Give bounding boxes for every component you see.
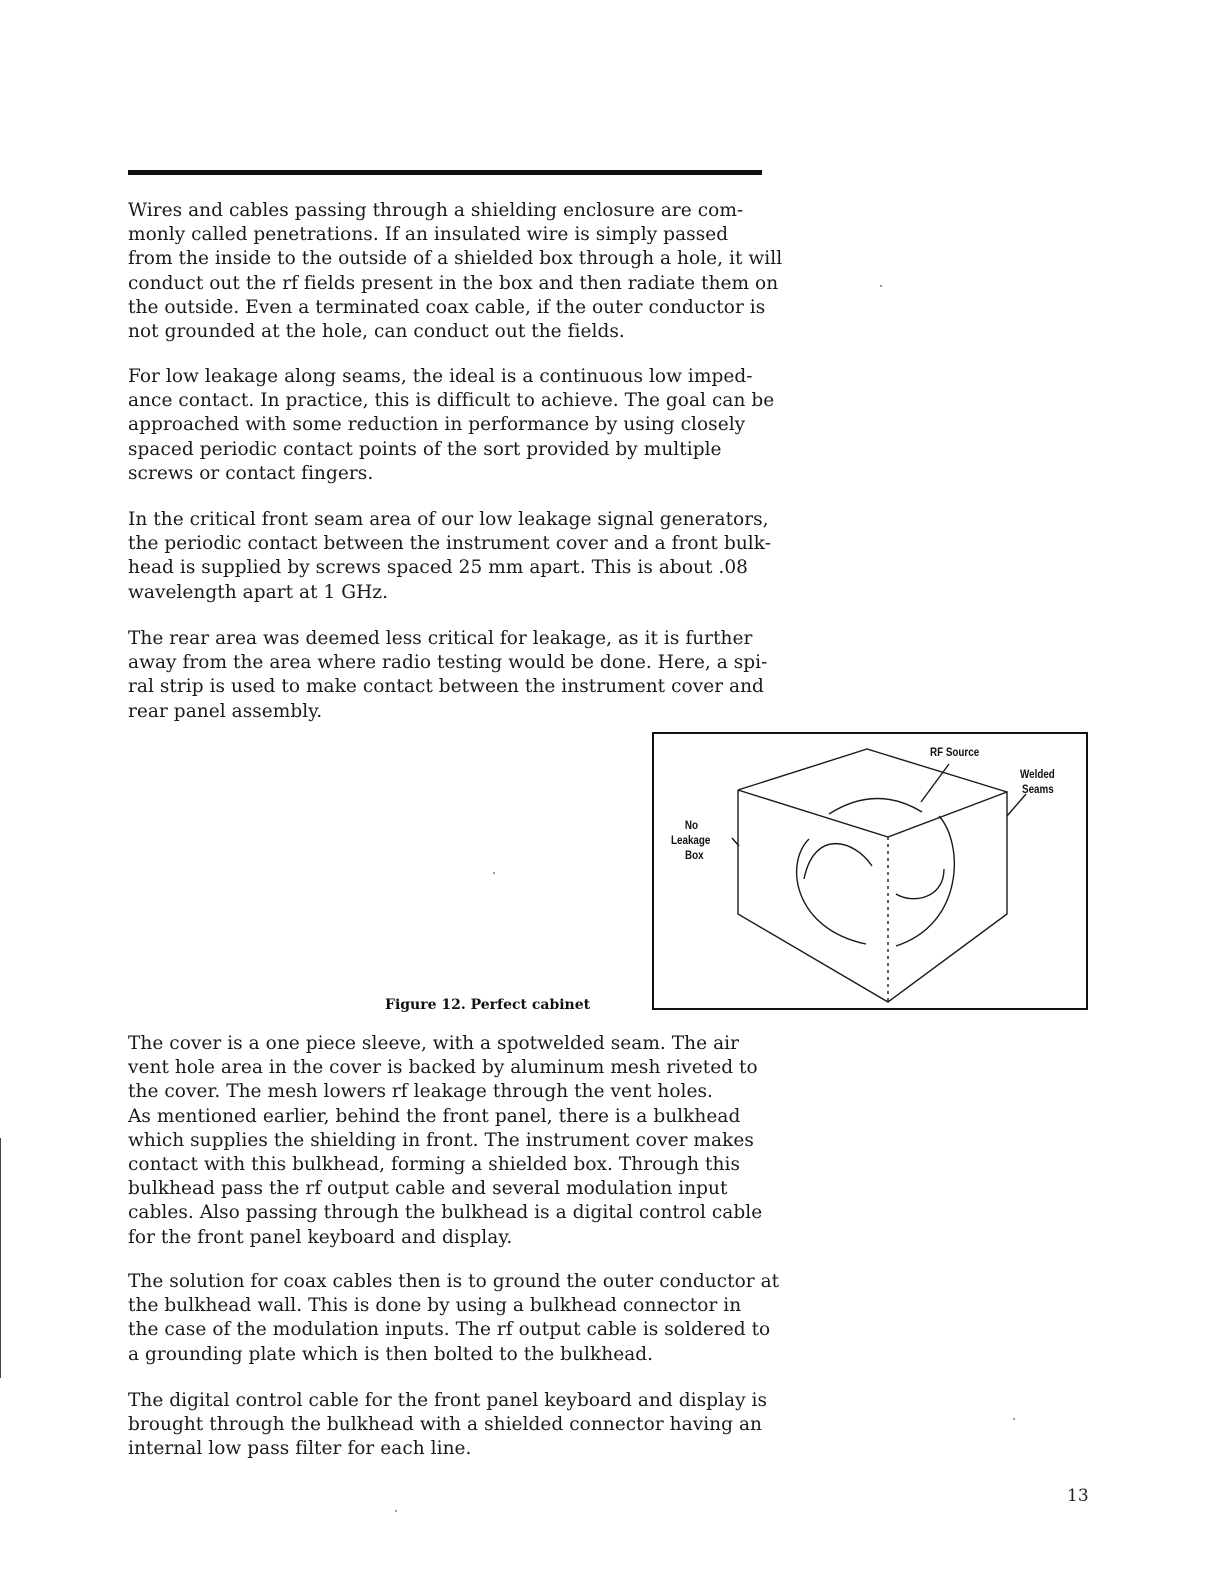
label-rf-source: RF Source	[930, 745, 980, 759]
text-line: cables. Also passing through the bulkhead is a digital control cable	[128, 1202, 763, 1224]
text-line: spaced periodic contact points of the sort provided by multiple	[128, 438, 722, 460]
arc-left-outer	[797, 839, 866, 944]
text-line: the outside. Even a terminated coax cable, if the outer conductor is	[128, 296, 766, 318]
text-line: bulkhead pass the rf output cable and several modulation input	[128, 1178, 728, 1200]
text-line: internal low pass filter for each line.	[128, 1438, 472, 1460]
paragraph-penetrations	[128, 199, 782, 344]
text-line: the periodic contact between the instrument cover and a front bulk-	[128, 533, 772, 555]
label-no: No	[684, 818, 698, 832]
scan-speck	[493, 872, 495, 874]
text-line: As mentioned earlier, behind the front panel, there is a bulkhead	[128, 1105, 741, 1127]
paragraph-front-seam	[128, 508, 771, 605]
text-line: for the front panel keyboard and display.	[128, 1226, 513, 1248]
arc-right-outer	[896, 816, 954, 946]
header-rule	[128, 170, 762, 175]
label-welded: Welded	[1020, 767, 1055, 781]
text-line: Wires and cables passing through a shielding enclosure are com-	[128, 200, 744, 221]
text-line: In the critical front seam area of our low leakage signal generators,	[128, 509, 769, 530]
leader-welded-seams	[1007, 794, 1026, 816]
text-line: rear panel assembly.	[128, 700, 323, 722]
label-leakage: Leakage	[671, 833, 711, 847]
scan-speck	[395, 1510, 397, 1512]
text-line: brought through the bulkhead with a shielded connector having an	[128, 1414, 762, 1436]
label-box: Box	[685, 848, 704, 862]
text-line: a grounding plate which is then bolted to the bulkhead.	[128, 1343, 654, 1365]
cube-outline	[738, 790, 1007, 1002]
arc-top	[829, 798, 922, 814]
text-line: away from the area where radio testing would be done. Here, a spi-	[128, 652, 768, 674]
text-line: the cover. The mesh lowers rf leakage through the vent holes.	[128, 1081, 713, 1103]
scan-margin-line	[0, 1138, 1, 1378]
text-line: conduct out the rf fields present in the box and then radiate them on	[128, 272, 779, 294]
text-line: ance contact. In practice, this is difficult to achieve. The goal can be	[128, 390, 775, 412]
text-line: which supplies the shielding in front. The instrument cover makes	[128, 1129, 754, 1151]
figure-caption: Figure 12. Perfect cabinet	[385, 997, 591, 1013]
page-number: 13	[1067, 1486, 1089, 1506]
text-line: head is supplied by screws spaced 25 mm apart. This is about .08	[128, 557, 748, 579]
text-line: The rear area was deemed less critical for leakage, as it is further	[128, 628, 753, 649]
text-line: screws or contact fingers.	[128, 462, 374, 484]
arc-left-inner	[804, 844, 872, 879]
paragraph-coax-solution	[128, 1270, 779, 1367]
text-line: The cover is a one piece sleeve, with a spotwelded seam. The air	[128, 1033, 740, 1054]
label-seams: Seams	[1022, 782, 1054, 796]
text-line: from the inside to the outside of a shielded box through a hole, it will	[128, 248, 783, 270]
paragraph-rear-area	[128, 627, 767, 724]
text-line: not grounded at the hole, can conduct out the fields.	[128, 321, 625, 343]
paragraph-digital-cable	[128, 1389, 767, 1462]
text-line: For low leakage along seams, the ideal is a continuous low imped-	[128, 366, 753, 387]
scan-speck	[880, 285, 882, 287]
text-line: ral strip is used to make contact between the instrument cover and	[128, 676, 764, 698]
text-line: monly called penetrations. If an insulated wire is simply passed	[128, 224, 729, 246]
arc-right-inner	[896, 869, 944, 899]
text-line: The digital control cable for the front panel keyboard and display is	[128, 1390, 768, 1411]
text-line: the case of the modulation inputs. The rf output cable is soldered to	[128, 1319, 771, 1341]
text-line: contact with this bulkhead, forming a shielded box. Through this	[128, 1154, 741, 1176]
scan-speck	[1013, 1418, 1015, 1420]
text-line: vent hole area in the cover is backed by aluminum mesh riveted to	[128, 1057, 758, 1079]
paragraph-seam-leakage	[128, 365, 774, 486]
paragraph-cover	[128, 1032, 762, 1250]
text-line: approached with some reduction in performance by using closely	[128, 414, 746, 436]
text-line: The solution for coax cables then is to ground the outer conductor at	[128, 1271, 780, 1292]
text-line: wavelength apart at 1 GHz.	[128, 581, 389, 603]
text-line: the bulkhead wall. This is done by using a bulkhead connector in	[128, 1295, 742, 1317]
